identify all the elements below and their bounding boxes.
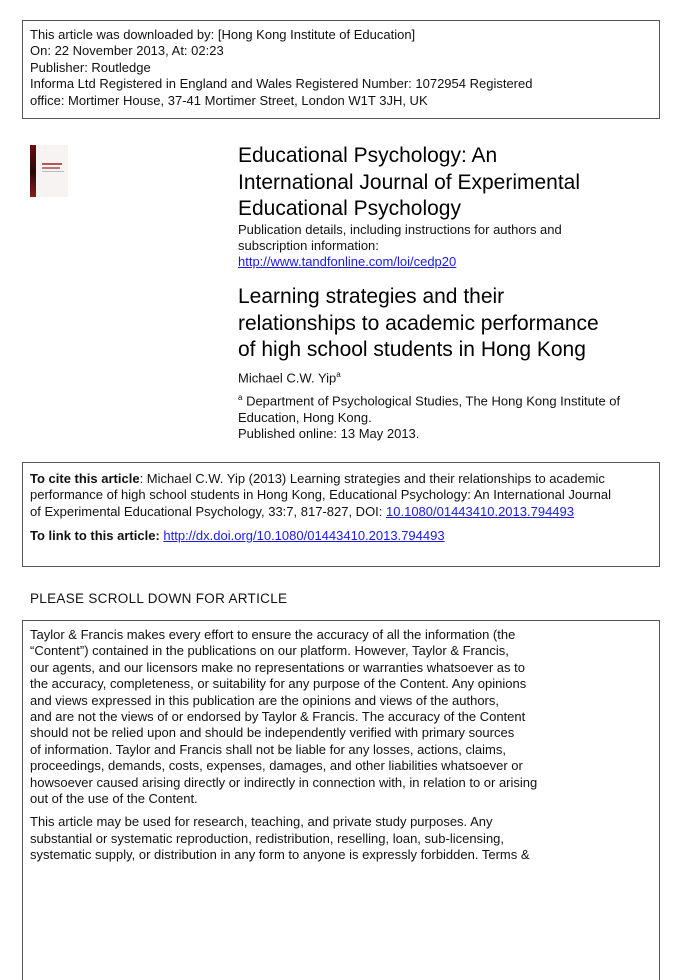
download-info-line: Publisher: Routledge xyxy=(30,59,151,75)
journal-title-line: Educational Psychology: An xyxy=(238,144,498,167)
article-meta xyxy=(238,367,620,442)
disclaimer-paragraph-1 xyxy=(30,627,659,807)
affiliation-sup: a xyxy=(238,393,243,403)
journal-title-line: Educational Psychology xyxy=(238,197,461,220)
citation-box xyxy=(22,462,660,567)
journal-cover-thumbnail xyxy=(30,145,68,197)
author-name: Michael C.W. Yip xyxy=(238,370,337,386)
download-info-line: office: Mortimer House, 37-41 Mortimer Street, London W1T 3JH, UK xyxy=(30,92,428,108)
disclaimer-line: This article may be used for research, teaching, and private study purposes. Any xyxy=(30,814,493,830)
published-date: Published online: 13 May 2013. xyxy=(238,425,420,441)
link-label: To link to this article: xyxy=(30,528,164,544)
disclaimer-paragraph-2 xyxy=(30,814,659,863)
details-line: Publication details, including instructions for authors and xyxy=(238,222,562,237)
affiliation: Education, Hong Kong. xyxy=(238,409,372,425)
download-info-box xyxy=(22,20,660,119)
affiliation: Department of Psychological Studies, The Hong Kong Institute of xyxy=(242,393,621,409)
journal-title-line: International Journal of Experimental xyxy=(238,170,581,194)
disclaimer-line: howsoever caused arising directly or indirectly in connection with, in relation to or arising xyxy=(30,774,538,790)
download-info-line: Informa Ltd Registered in England and Wales Registered Number: 1072954 Registered xyxy=(30,76,533,92)
doi-link[interactable]: 10.1080/01443410.2013.794493 xyxy=(386,503,574,519)
journal-url-link[interactable]: http://www.tandfonline.com/loi/cedp20 xyxy=(238,254,457,269)
details-line: subscription information: xyxy=(238,238,379,253)
disclaimer-box xyxy=(22,620,660,980)
disclaimer-line: the accuracy, completeness, or suitability for any purpose of the Content. Any opinions xyxy=(30,676,527,692)
disclaimer-line: systematic supply, or distribution in any form to anyone is expressly forbidden. Terms & xyxy=(30,847,530,863)
article-link[interactable]: http://dx.doi.org/10.1080/01443410.2013.794493 xyxy=(163,528,445,544)
cite-text: of Experimental Educational Psychology, 33:7, 817-827, DOI: xyxy=(30,503,387,519)
disclaimer-line: proceedings, demands, costs, expenses, damages, and other liabilities whatsoever or xyxy=(30,758,523,774)
article-title-line: of high school students in Hong Kong xyxy=(238,338,586,361)
disclaimer-line: our agents, and our licensors make no representations or warranties whatsoever as to xyxy=(30,659,525,675)
scroll-notice: PLEASE SCROLL DOWN FOR ARTICLE xyxy=(30,591,288,606)
disclaimer-line: out of the use of the Content. xyxy=(30,791,198,807)
article-title-line: relationships to academic performance xyxy=(238,311,599,335)
cite-text: : Michael C.W. Yip (2013) Learning strategies and their relationships to academic xyxy=(139,471,605,486)
journal-details xyxy=(238,222,562,270)
cite-text: performance of high school students in Hong Kong, Educational Psychology: An International Journal xyxy=(30,487,612,503)
article-title-line: Learning strategies and their xyxy=(238,285,505,308)
journal-title xyxy=(238,143,580,223)
author-sup: a xyxy=(336,370,341,379)
disclaimer-line: Taylor & Francis makes every effort to ensure the accuracy of all the information (the xyxy=(30,627,516,642)
disclaimer-line: substantial or systematic reproduction, redistribution, reselling, loan, sub-licensing, xyxy=(30,830,505,846)
cite-label: To cite this article xyxy=(30,471,140,486)
disclaimer-line: of information. Taylor and Francis shall not be liable for any losses, actions, claims, xyxy=(30,741,506,757)
disclaimer-line: should not be relied upon and should be independently verified with primary sources xyxy=(30,725,515,741)
article-title xyxy=(238,284,599,364)
disclaimer-line: “Content”) contained in the publications on our platform. However, Taylor & Francis, xyxy=(30,643,509,659)
download-info-line: This article was downloaded by: [Hong Kong Institute of Education] xyxy=(30,27,416,42)
disclaimer-line: and views expressed in this publication are the opinions and views of the authors, xyxy=(30,692,500,708)
download-info-line: On: 22 November 2013, At: 02:23 xyxy=(30,43,224,59)
disclaimer-line: and are not the views of or endorsed by Taylor & Francis. The accuracy of the Content xyxy=(30,709,526,725)
